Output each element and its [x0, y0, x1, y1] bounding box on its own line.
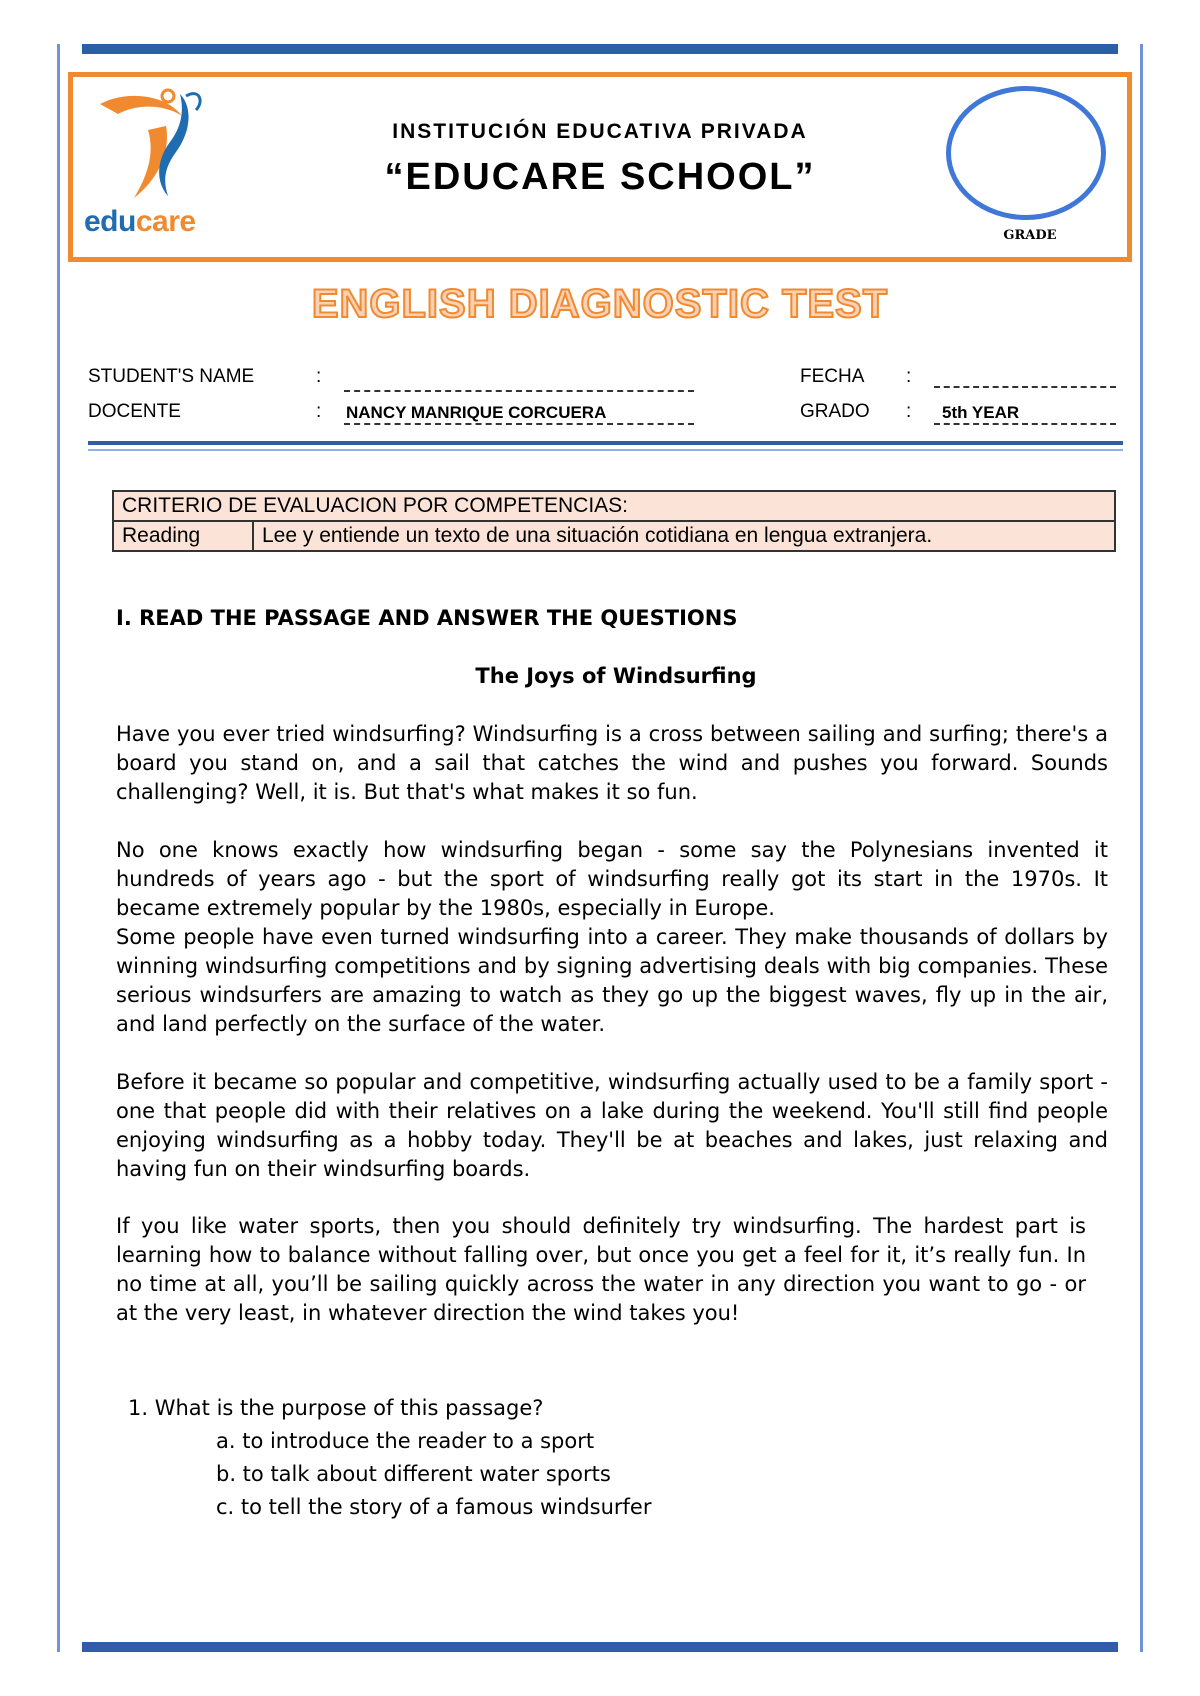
school-name: “EDUCARE SCHOOL”	[384, 156, 816, 198]
grado-label: GRADO	[800, 401, 870, 422]
passage-title: The Joys of Windsurfing	[475, 664, 757, 688]
student-name-label: STUDENT'S NAME	[88, 366, 255, 387]
docente-colon: :	[316, 401, 322, 422]
grado-underline	[934, 423, 1116, 425]
passage-paragraph-4: Before it became so popular and competitive, windsurfing actually used to be a family sport - one that people did with their relatives on a lake during the weekend. You'll still find people enjoying windsurfing as a hobby today. They'll be at beaches and lakes, just relaxing and having fun on their windsurfing boards.	[116, 1070, 1108, 1181]
question-1-option-b[interactable]: b. to talk about different water sports	[216, 1462, 611, 1486]
criteria-row	[113, 521, 1115, 551]
test-title: ENGLISH DIAGNOSTIC TEST	[311, 282, 889, 326]
section-title: I. READ THE PASSAGE AND ANSWER THE QUESTIONS	[116, 606, 738, 630]
passage-paragraph-2: No one knows exactly how windsurfing began - some say the Polynesians invented it hundreds of years ago - but the sport of windsurfing really got its start in the 1970s. It became extremely popular by the 1980s, especially in Europe.	[116, 838, 1108, 920]
grado-value: 5th YEAR	[942, 403, 1020, 422]
docente-underline	[344, 423, 694, 425]
docente-value: NANCY MANRIQUE CORCUERA	[346, 403, 607, 422]
question-text: What is the purpose of this passage?	[154, 1396, 544, 1420]
educare-logo-text	[84, 205, 196, 239]
passage-paragraph-5: If you like water sports, then you should definitely try windsurfing. The hardest part is learning how to balance without falling over, but once you get a feel for it, it’s really fun. In no time at all, you’ll be sailing quickly across the water in any direction you want to go - or at the very least, in whatever direction the wind takes you!	[116, 1214, 1086, 1325]
student-name-field[interactable]	[344, 390, 694, 392]
logo-text-edu: edu	[84, 205, 136, 238]
fecha-label: FECHA	[800, 366, 865, 387]
criteria-table	[112, 490, 1116, 552]
fecha-field[interactable]	[934, 386, 1116, 388]
criteria-description: Lee y entiende un texto de una situación cotidiana en lengua extranjera.	[253, 521, 1115, 551]
logo-text-care: care	[135, 205, 196, 238]
passage-paragraph-3: Some people have even turned windsurfing into a career. They make thousands of dollars by winning windsurfing competitions and by signing advertising deals with big companies. These serious windsurfers are amazing to watch as they go up the biggest waves, fly up in the air, and land perfectly on the surface of the water.	[116, 925, 1108, 1036]
question-1	[128, 1396, 543, 1420]
fecha-colon: :	[906, 366, 912, 387]
grade-circle	[946, 86, 1106, 220]
grade-label: GRADE	[1003, 228, 1057, 243]
page-border-left	[57, 44, 60, 1652]
educare-logo-icon	[96, 86, 206, 204]
student-name-colon: :	[316, 366, 322, 387]
grado-colon: :	[906, 401, 912, 422]
institution-name: INSTITUCIÓN EDUCATIVA PRIVADA	[392, 120, 808, 143]
question-number: 1.	[128, 1396, 149, 1420]
criteria-header: CRITERIO DE EVALUACION POR COMPETENCIAS:	[113, 491, 1115, 521]
criteria-skill: Reading	[113, 521, 253, 551]
passage-paragraph-1: Have you ever tried windsurfing? Windsurfing is a cross between sailing and surfing; there's a board you stand on, and a sail that catches the wind and pushes you forward. Sounds challenging? Well, it is. But that's what makes it so fun.	[116, 722, 1108, 804]
header-separator	[88, 441, 1123, 445]
question-1-option-a[interactable]: a. to introduce the reader to a sport	[216, 1429, 595, 1453]
header-separator-thin	[88, 449, 1123, 451]
page-border-right	[1140, 44, 1143, 1652]
question-1-option-c[interactable]: c. to tell the story of a famous windsurfer	[216, 1495, 652, 1519]
docente-label: DOCENTE	[88, 401, 181, 422]
criteria-header-row	[113, 491, 1115, 521]
